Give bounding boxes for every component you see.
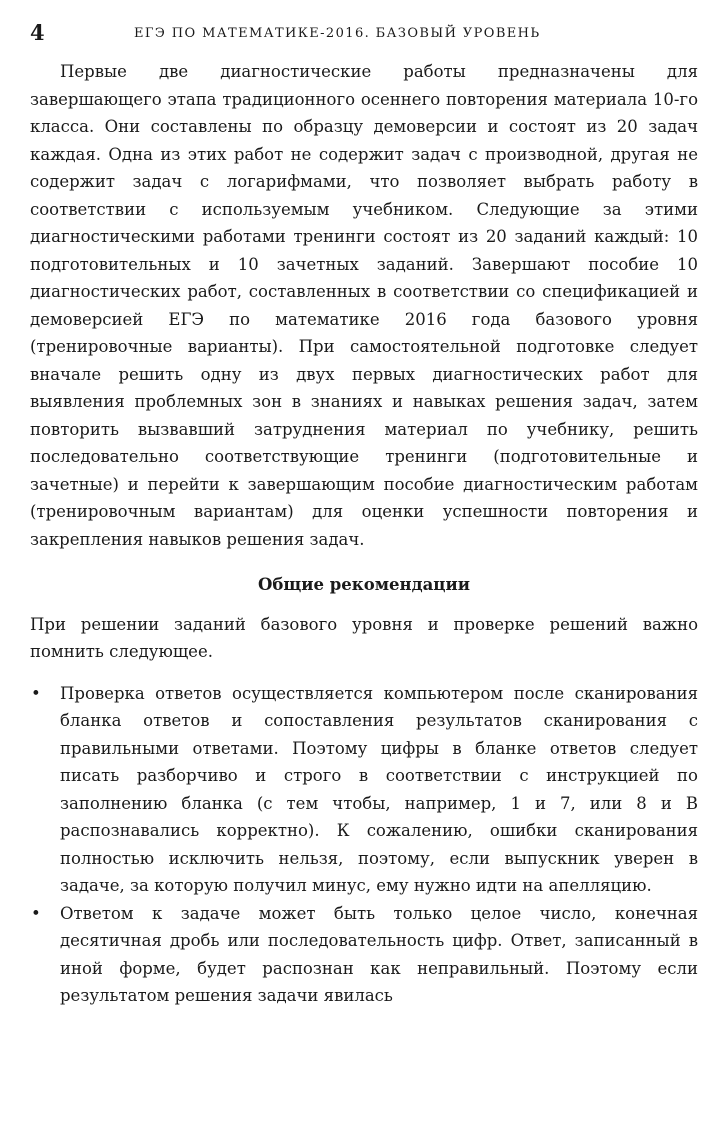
section-heading: Общие рекомендации [258,575,470,594]
bullet-icon: • [31,903,41,923]
intro-paragraph: Первые две диагностические работы предназначены для завершающего этапа традиционного осеннего повторения материала 10-го класса. Они составлены по образцу демоверсии и состоят из 20 задач каждая. Одна из этих работ не содержит задач с производной, другая не содержит задач с логарифмами, что позволяет выбрать работу в соответствии с используемым учебником. Следующие за этими диагностическими работами тренинги состоят из 20 заданий каждый: 10 подготовительных и 10 зачетных заданий. Завершают пособие 10 диагностических работ, составленных в соответствии со спецификацией и демоверсией ЕГЭ по математике 2016 года базового уровня (тренировочные варианты). При самостоятельной подготовке следует вначале решить одну из двух первых диагностических работ для выявления проблемных зон в знаниях и навыках решения задач, затем повторить вызвавший затруднения материал по учебнику, решить последовательно соответствующие тренинги (подготовительные и зачетные) и перейти к завершающим пособие диагностическим работам (тренировочным вариантам) для оценки успешности повторения и закрепления навыков решения задач. [30,62,698,549]
list-item [30,900,698,1010]
list-item [30,680,698,900]
recommendations-list [30,680,698,1010]
list-item-text: Ответом к задаче может быть только целое число, конечная десятичная дробь или последовательность цифр. Ответ, записанный в иной форме, будет распознан как неправильный. Поэтому если результатом решения задачи явилась [60,903,698,1005]
book-page [30,18,698,1010]
running-head [30,18,698,58]
page-number: 4 [30,20,45,45]
section-lead-paragraph: При решении заданий базового уровня и проверке решений важно помнить следующее. [30,614,698,661]
running-head-title: ЕГЭ ПО МАТЕМАТИКЕ-2016. БАЗОВЫЙ УРОВЕНЬ [134,26,541,41]
bullet-icon: • [31,683,41,703]
list-item-text: Проверка ответов осуществляется компьютером после сканирования бланка ответов и сопоставления результатов сканирования с правильными ответами. Поэтому цифры в бланке ответов следует писать разборчиво и строго в соответствии с инструкцией по заполнению бланка (с тем чтобы, например, 1 и 7, или 8 и В распознавались корректно). К сожалению, ошибки сканирования полностью исключить нельзя, поэтому, если выпускник уверен в задаче, за которую получил минус, ему нужно идти на апелляцию. [60,683,698,895]
